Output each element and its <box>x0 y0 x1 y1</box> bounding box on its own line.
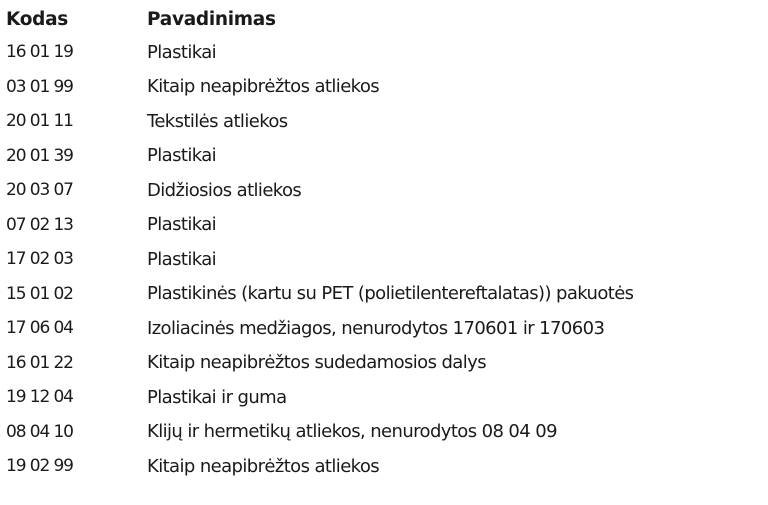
table-row <box>6 70 767 105</box>
waste-code: 16 01 19 <box>6 42 73 63</box>
table-row <box>6 35 767 70</box>
waste-code: 03 01 99 <box>6 76 73 97</box>
table-row <box>6 346 767 381</box>
waste-name: Plastikai <box>147 214 217 236</box>
waste-name: Plastikai ir guma <box>147 386 287 408</box>
waste-name: Klijų ir hermetikų atliekos, nenurodytos 08 04 09 <box>147 421 557 443</box>
table-row <box>6 380 767 415</box>
waste-name: Plastikai <box>147 248 217 270</box>
waste-code: 17 02 03 <box>6 249 73 270</box>
waste-name: Plastikinės (kartu su PET (polietilentereftalatas)) pakuotės <box>147 283 634 305</box>
waste-code: 20 01 39 <box>6 145 73 166</box>
waste-name: Kitaip neapibrėžtos atliekos <box>147 76 380 98</box>
waste-name: Kitaip neapibrėžtos sudedamosios dalys <box>147 352 486 374</box>
waste-code: 19 02 99 <box>6 456 73 477</box>
waste-name: Plastikai <box>147 145 217 167</box>
waste-name: Tekstilės atliekos <box>147 110 288 132</box>
waste-code: 20 01 11 <box>6 111 73 132</box>
table-row <box>6 208 767 243</box>
waste-code: 08 04 10 <box>6 421 73 442</box>
waste-name: Kitaip neapibrėžtos atliekos <box>147 455 380 477</box>
waste-code: 15 01 02 <box>6 283 73 304</box>
waste-code-table <box>6 4 767 484</box>
table-row <box>6 449 767 484</box>
waste-code: 19 12 04 <box>6 387 73 408</box>
table-row <box>6 311 767 346</box>
header-code: Kodas <box>6 9 68 30</box>
waste-name: Didžiosios atliekos <box>147 179 302 201</box>
table-row <box>6 415 767 450</box>
table-row <box>6 104 767 139</box>
waste-name: Plastikai <box>147 41 217 63</box>
table-header-row <box>6 4 767 35</box>
waste-name: Izoliacinės medžiagos, nenurodytos 170601 ir 170603 <box>147 317 605 339</box>
waste-code: 17 06 04 <box>6 318 73 339</box>
table-row <box>6 242 767 277</box>
waste-code: 07 02 13 <box>6 214 73 235</box>
waste-code: 16 01 22 <box>6 352 73 373</box>
table-row <box>6 173 767 208</box>
header-name: Pavadinimas <box>147 9 276 30</box>
table-row <box>6 277 767 312</box>
waste-code: 20 03 07 <box>6 180 73 201</box>
table-row <box>6 139 767 174</box>
